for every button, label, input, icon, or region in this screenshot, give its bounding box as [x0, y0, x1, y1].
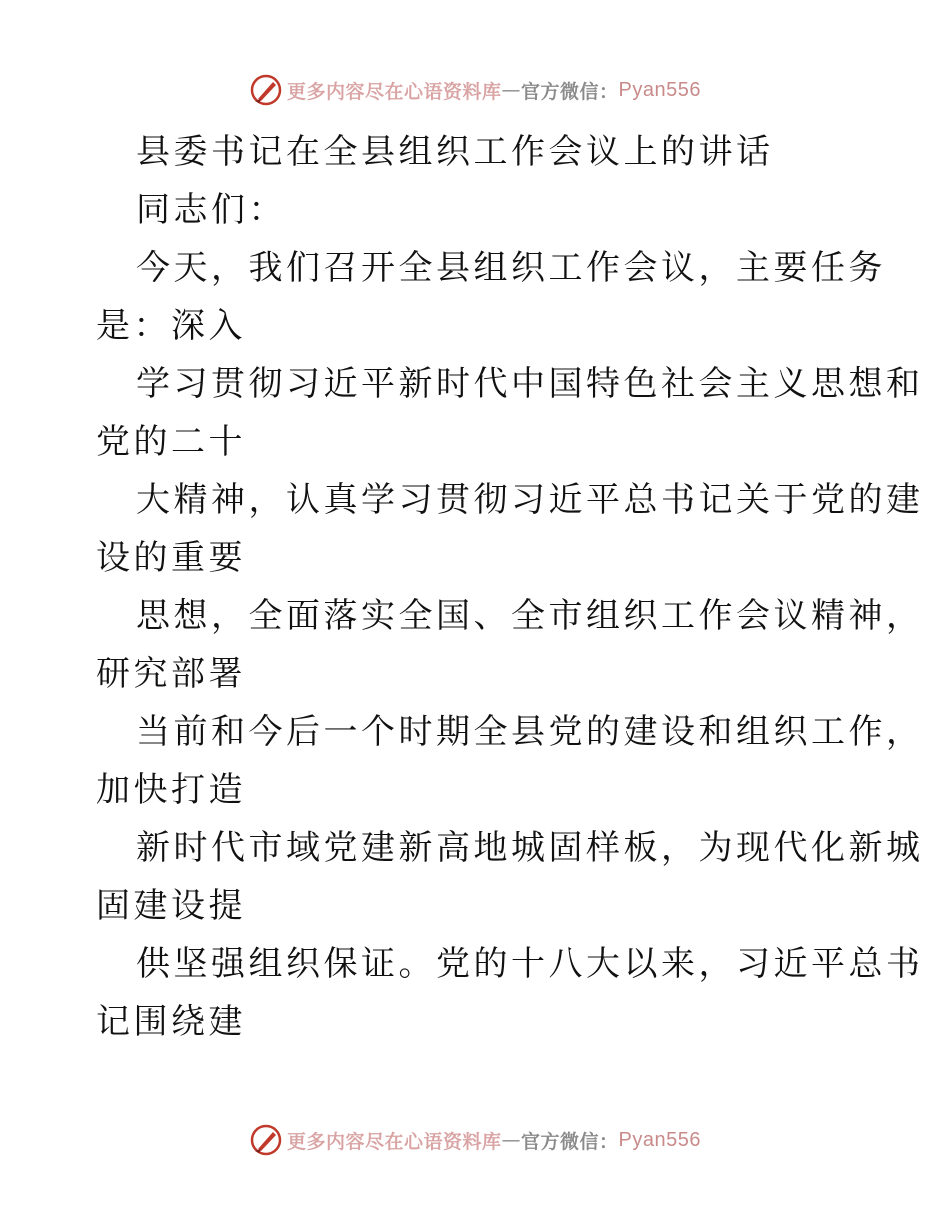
header-watermark	[0, 70, 950, 110]
salutation: 同志们：	[136, 190, 286, 230]
watermark-wechat-id: Pyan556	[618, 1128, 701, 1151]
quill-pen-logo-icon	[249, 73, 283, 107]
paragraph-line: 供坚强组织保证。党的十八大以来，习近平总书	[136, 944, 924, 984]
paragraph-line: 是：深入	[96, 306, 246, 346]
quill-pen-logo-icon	[249, 1123, 283, 1157]
watermark-site-text: 更多内容尽在心语资料库	[287, 1130, 502, 1153]
paragraph-line: 固建设提	[96, 886, 246, 926]
paragraph-line: 思想，全面落实全国、全市组织工作会议精神，	[136, 596, 924, 636]
watermark-official-label: 官方微信：	[521, 80, 619, 103]
paragraph-line: 学习贯彻习近平新时代中国特色社会主义思想和	[136, 364, 924, 404]
watermark-separator: —	[501, 1129, 522, 1151]
watermark-wechat-id: Pyan556	[618, 78, 701, 101]
paragraph-line: 设的重要	[96, 538, 246, 578]
paragraph-line: 研究部署	[96, 654, 246, 694]
paragraph-line: 新时代市域党建新高地城固样板，为现代化新城	[136, 828, 924, 868]
paragraph-line: 记围绕建	[96, 1002, 246, 1042]
paragraph-line: 今天，我们召开全县组织工作会议，主要任务	[136, 248, 886, 288]
document-title: 县委书记在全县组织工作会议上的讲话	[136, 132, 774, 172]
footer-watermark	[0, 1120, 950, 1160]
watermark-official-label: 官方微信：	[521, 1130, 619, 1153]
watermark-separator: —	[501, 79, 522, 101]
paragraph-line: 党的二十	[96, 422, 246, 462]
paragraph-line: 大精神，认真学习贯彻习近平总书记关于党的建	[136, 480, 924, 520]
watermark-site-text: 更多内容尽在心语资料库	[287, 80, 502, 103]
paragraph-line: 加快打造	[96, 770, 246, 810]
paragraph-line: 当前和今后一个时期全县党的建设和组织工作，	[136, 712, 924, 752]
